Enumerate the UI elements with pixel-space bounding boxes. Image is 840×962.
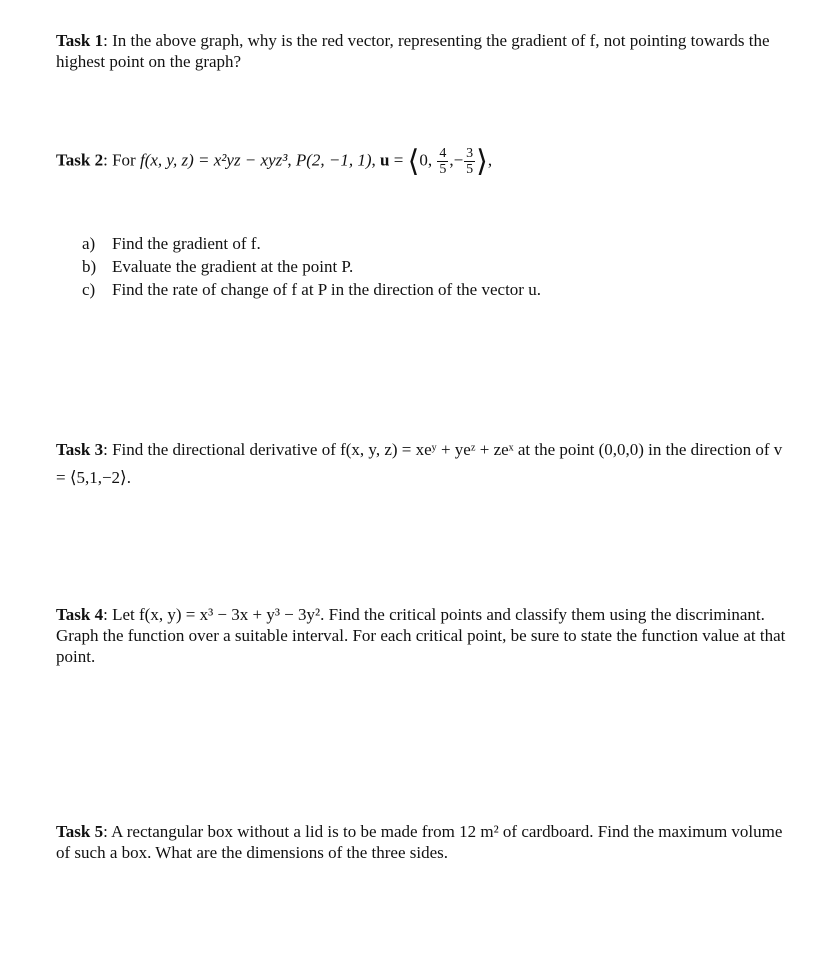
task-2-vector-name: u xyxy=(380,150,390,170)
task-2: Task 2: For f(x, y, z) = x²yz − xyz³, P(2, −1, 1), u = ⟨0, $\frac{4}{5}$ ,− $\frac{3}{5}$ ⟩, xyxy=(56,145,493,178)
task-1: Task 1: In the above graph, why is the red vector, representing the gradient of f, not pointing towards the highest point on the graph? xyxy=(56,31,770,71)
task-4: Task 4: Let f(x, y) = x³ − 3x + y³ − 3y². Find the critical points and classify them using the discriminant. Graph the function over a suitable interval. For each critical point, be sure to state the function value at that point. xyxy=(56,605,786,666)
fraction-3-5: $\frac{3}{5}$ xyxy=(466,146,474,177)
right-angle-bracket: ⟩ xyxy=(476,145,488,178)
task-5-text: A rectangular box without a lid is to be made from 12 m² of cardboard. Find the maximum volume of such a box. What are the dimensions of the three sides. xyxy=(56,822,783,862)
task-2-parts xyxy=(82,232,762,301)
task-3: Task 3: Find the directional derivative of f(x, y, z) = xeʸ + yeᶻ + zeˣ at the point (0,0,0) in the direction of v = ⟨5,1,−2⟩. xyxy=(56,440,783,487)
task-5-label: Task 5 xyxy=(56,822,104,841)
task-2-part-c: c) Find the rate of change of f at P in the direction of the vector u. xyxy=(82,280,541,299)
task-3-label: Task 3 xyxy=(56,440,104,459)
task-2-vector-first: 0, xyxy=(419,150,433,170)
left-angle-bracket: ⟨ xyxy=(407,145,420,178)
task-5: Task 5: A rectangular box without a lid is to be made from 12 m² of cardboard. Find the maximum volume of such a box. What are the dimensions of the three sides. xyxy=(56,822,783,862)
task-1-text: In the above graph, why is the red vector, representing the gradient of f, not pointing towards the highest point on the graph? xyxy=(56,31,770,71)
task-2-point: P(2, −1, 1) xyxy=(295,150,372,170)
task-2-part-b: b) Evaluate the gradient at the point P. xyxy=(82,257,354,276)
fraction-4-5: $\frac{4}{5}$ xyxy=(439,146,447,177)
task-1-label: Task 1 xyxy=(56,31,104,50)
task-4-label: Task 4 xyxy=(56,605,104,624)
task-2-function: f(x, y, z) = x²yz − xyz³ xyxy=(139,150,288,170)
task-2-part-a: a) Find the gradient of f. xyxy=(82,234,261,253)
task-4-text: Let f(x, y) = x³ − 3x + y³ − 3y². Find the critical points and classify them using the discriminant. Graph the function over a suitable interval. For each critical point, be sure to state the function value at that point. xyxy=(56,605,786,666)
task-2-prefix: For xyxy=(112,150,136,170)
task-2-label: Task 2 xyxy=(56,150,104,170)
minus-sign: − xyxy=(453,150,464,170)
task-3-text: Find the directional derivative of f(x, y, z) = xeʸ + yeᶻ + zeˣ at the point (0,0,0) in the direction of v = ⟨5,1,−2⟩. xyxy=(56,440,783,487)
